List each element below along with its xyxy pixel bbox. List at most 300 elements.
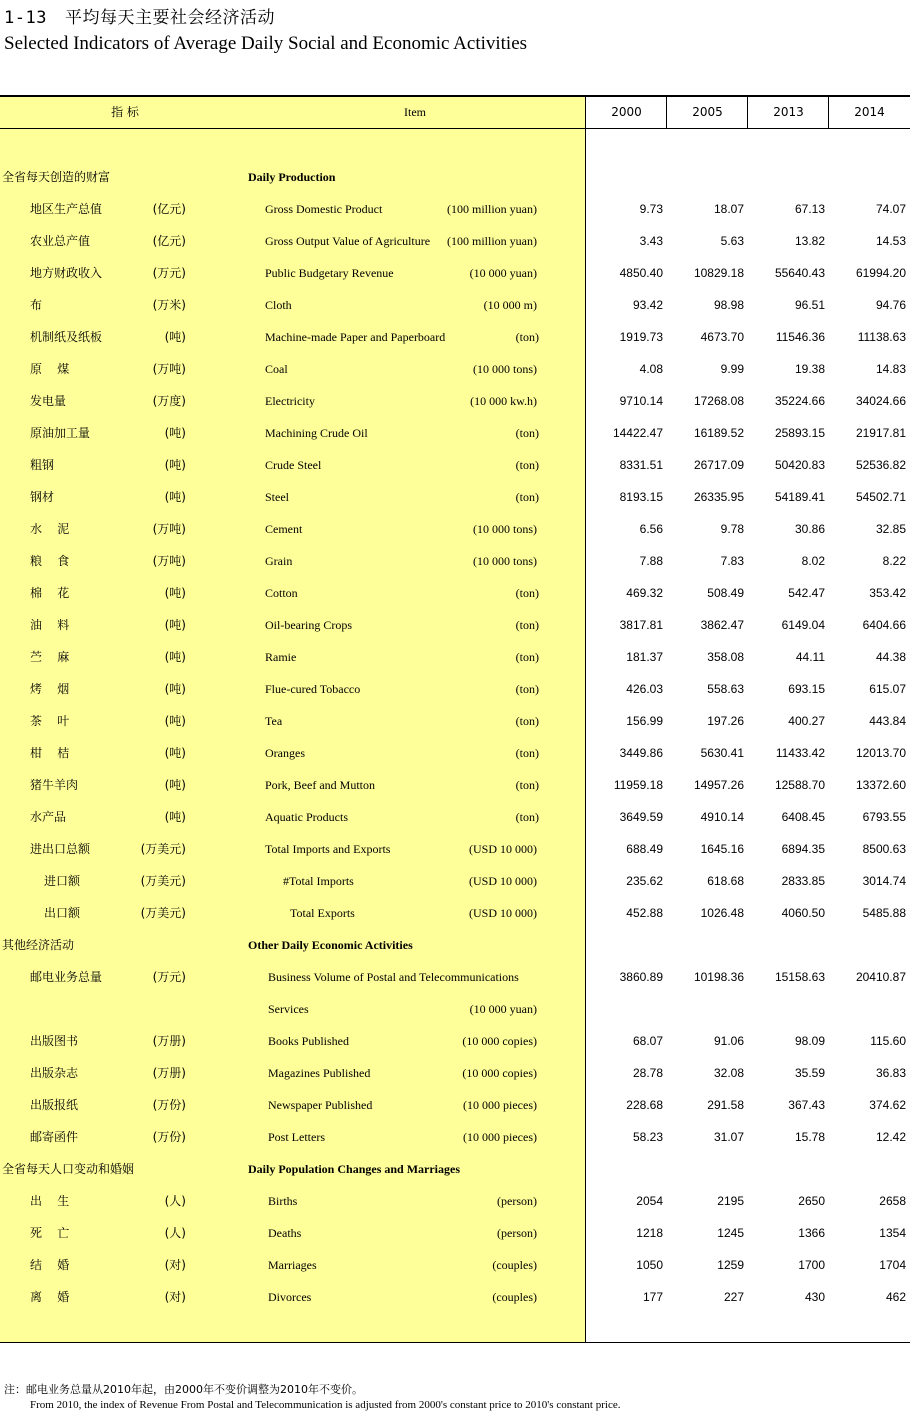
value-2005: 9.78 — [720, 522, 744, 536]
indicator-en-unit: (ton) — [515, 778, 539, 792]
value-2013: 6408.45 — [781, 810, 825, 824]
value-2013: 4060.50 — [781, 906, 825, 920]
indicator-en-unit: (ton) — [515, 650, 539, 664]
value-2005: 358.08 — [707, 650, 744, 664]
value-2005: 291.58 — [707, 1098, 744, 1112]
indicator-cn-unit: (吨) — [164, 714, 186, 728]
value-2013: 13.82 — [794, 234, 825, 248]
value-2000: 177 — [642, 1290, 663, 1304]
value-2000: 3817.81 — [619, 618, 663, 632]
indicator-en: Births — [268, 1194, 298, 1208]
value-2013: 50420.83 — [774, 458, 825, 472]
value-2014: 462 — [885, 1290, 906, 1304]
value-2005: 14957.26 — [693, 778, 744, 792]
value-2014: 1704 — [879, 1258, 906, 1272]
table-row — [0, 737, 910, 769]
value-2005: 1026.48 — [700, 906, 744, 920]
indicator-cn: 布 — [30, 298, 43, 312]
indicator-cn: 地方财政收入 — [30, 266, 103, 280]
value-2005: 91.06 — [713, 1034, 744, 1048]
indicator-cn-unit: (万度) — [152, 394, 186, 408]
value-2014: 34024.66 — [855, 394, 906, 408]
value-2005: 18.07 — [713, 202, 744, 216]
value-2005: 5630.41 — [700, 746, 744, 760]
indicator-cn-unit: (吨) — [164, 330, 186, 344]
value-2014: 615.07 — [869, 682, 906, 696]
value-2014: 3014.74 — [862, 874, 906, 888]
value-2013: 25893.15 — [774, 426, 825, 440]
table-row — [0, 641, 910, 673]
table-row — [0, 705, 910, 737]
value-2005: 31.07 — [713, 1130, 744, 1144]
table-row — [0, 897, 910, 929]
indicator-en-unit: (ton) — [515, 810, 539, 824]
header-year-2013: 2013 — [773, 105, 804, 119]
value-2005: 508.49 — [707, 586, 744, 600]
value-2014: 8.22 — [882, 554, 906, 568]
indicator-en-unit: (100 million yuan) — [447, 202, 537, 216]
value-2013: 6149.04 — [781, 618, 825, 632]
value-2000: 3860.89 — [619, 970, 663, 984]
header-indicator: 指 标 — [111, 105, 139, 119]
value-2000: 1919.73 — [619, 330, 663, 344]
title-block — [4, 6, 527, 58]
value-2000: 9.73 — [639, 202, 663, 216]
indicator-en-unit: (10 000 pieces) — [463, 1130, 537, 1144]
value-2014: 21917.81 — [855, 426, 906, 440]
value-2000: 452.88 — [626, 906, 663, 920]
indicator-cn: 农业总产值 — [30, 234, 91, 248]
indicator-cn-unit: (吨) — [164, 586, 186, 600]
indicator-cn-unit: (吨) — [164, 810, 186, 824]
indicator-en: Gross Domestic Product — [265, 202, 383, 216]
indicator-cn: 钢材 — [30, 490, 55, 504]
indicator-cn-unit: (万册) — [152, 1066, 186, 1080]
value-2000: 688.49 — [626, 842, 663, 856]
value-2000: 1050 — [636, 1258, 663, 1272]
note-en: From 2010, the index of Revenue From Postal and Telecommunication is adjusted from 2000's constant price to 2010's constant price. — [30, 1399, 621, 1411]
indicator-cn: 茶 叶 — [30, 714, 70, 728]
header-year-2000: 2000 — [611, 105, 642, 119]
indicator-cn: 原油加工量 — [30, 426, 91, 440]
table-row — [0, 353, 910, 385]
table-number: 1-13 — [4, 8, 47, 28]
value-2000: 28.78 — [632, 1066, 663, 1080]
value-2013: 96.51 — [794, 298, 825, 312]
section-title-en: Daily Production — [248, 170, 336, 184]
indicator-en-unit: (ton) — [515, 458, 539, 472]
indicator-cn-unit: (万元) — [152, 970, 186, 984]
value-2000: 3.43 — [639, 234, 663, 248]
value-2013: 15.78 — [794, 1130, 825, 1144]
indicator-en: Grain — [265, 554, 293, 568]
indicator-cn-unit: (万美元) — [140, 874, 186, 888]
value-2013: 12588.70 — [774, 778, 825, 792]
value-2013: 6894.35 — [781, 842, 825, 856]
indicator-cn: 进出口总额 — [30, 842, 91, 856]
indicator-cn: 地区生产总值 — [30, 202, 103, 216]
value-2013: 19.38 — [794, 362, 825, 376]
indicator-cn-unit: (万吨) — [152, 554, 186, 568]
value-2005: 4910.14 — [700, 810, 744, 824]
value-2000: 426.03 — [626, 682, 663, 696]
indicator-cn-unit: (吨) — [164, 490, 186, 504]
value-2000: 6.56 — [639, 522, 663, 536]
value-2000: 14422.47 — [612, 426, 663, 440]
value-2005: 618.68 — [707, 874, 744, 888]
indicator-cn: 出版杂志 — [30, 1066, 79, 1080]
table-row — [0, 1025, 910, 1057]
value-2000: 469.32 — [626, 586, 663, 600]
value-2000: 4.08 — [639, 362, 663, 376]
indicator-en-unit: (USD 10 000) — [469, 842, 537, 856]
value-2014: 6404.66 — [862, 618, 906, 632]
table-header — [0, 97, 910, 129]
value-2005: 227 — [723, 1290, 744, 1304]
value-2013: 98.09 — [794, 1034, 825, 1048]
value-2013: 35.59 — [794, 1066, 825, 1080]
value-2000: 11959.18 — [613, 778, 663, 792]
indicator-en-unit: (USD 10 000) — [469, 874, 537, 888]
indicator-en-unit: (10 000 tons) — [473, 522, 537, 536]
indicator-cn: 死 亡 — [30, 1226, 70, 1240]
value-2013: 54189.41 — [774, 490, 825, 504]
indicator-en: Gross Output Value of Agriculture — [265, 234, 431, 248]
table-row — [0, 1281, 910, 1313]
value-2014: 54502.71 — [855, 490, 906, 504]
indicator-en: Newspaper Published — [268, 1098, 373, 1112]
indicator-cn: 油 料 — [30, 618, 70, 632]
indicator-en-unit: (10 000 tons) — [473, 362, 537, 376]
indicator-en: Electricity — [265, 394, 315, 408]
indicator-en: Services — [268, 1002, 309, 1016]
indicator-cn-unit: (万吨) — [152, 362, 186, 376]
value-2014: 74.07 — [875, 202, 906, 216]
value-2005: 1245 — [717, 1226, 744, 1240]
value-2000: 93.42 — [632, 298, 663, 312]
indicator-en: Public Budgetary Revenue — [265, 266, 394, 280]
section-title-cn: 其他经济活动 — [2, 938, 75, 952]
indicator-cn: 出版报纸 — [30, 1098, 79, 1112]
indicator-en: Pork, Beef and Mutton — [265, 778, 375, 792]
table-row — [0, 1249, 910, 1281]
value-2005: 26335.95 — [693, 490, 744, 504]
indicator-en: Books Published — [268, 1034, 350, 1048]
indicator-cn-unit: (万份) — [152, 1098, 186, 1112]
table-row — [0, 1121, 910, 1153]
indicator-cn-unit: (亿元) — [152, 202, 186, 216]
value-2000: 1218 — [636, 1226, 663, 1240]
indicator-en: Divorces — [268, 1290, 312, 1304]
table-row — [0, 417, 910, 449]
indicator-en-unit: (ton) — [515, 714, 539, 728]
value-2000: 235.62 — [626, 874, 663, 888]
table-title-cn-text: 平均每天主要社会经济活动 — [64, 8, 275, 28]
indicator-cn-unit: (吨) — [164, 426, 186, 440]
indicator-en: Total Exports — [290, 906, 355, 920]
indicator-cn: 邮寄函件 — [30, 1130, 79, 1144]
value-2014: 11138.63 — [857, 330, 906, 344]
indicator-en-unit: (ton) — [515, 586, 539, 600]
indicator-en: Crude Steel — [265, 458, 322, 472]
indicator-cn: 发电量 — [30, 394, 67, 408]
table-row — [0, 193, 910, 225]
section-row — [0, 1153, 910, 1185]
indicator-cn: 粗钢 — [30, 458, 55, 472]
value-2005: 5.63 — [720, 234, 744, 248]
indicator-en-unit: (couples) — [492, 1258, 537, 1272]
table-row — [0, 1185, 910, 1217]
indicator-en: Flue-cured Tobacco — [265, 682, 361, 696]
indicator-en-unit: (10 000 m) — [483, 298, 537, 312]
indicator-en: Cloth — [265, 298, 292, 312]
value-2005: 1259 — [717, 1258, 744, 1272]
indicator-en: Cement — [265, 522, 303, 536]
value-2005: 3862.47 — [700, 618, 744, 632]
bottom-rule — [0, 1342, 910, 1343]
table-row — [0, 833, 910, 865]
indicator-en: Machining Crude Oil — [265, 426, 368, 440]
indicator-cn-unit: (人) — [164, 1194, 186, 1208]
value-2005: 32.08 — [713, 1066, 744, 1080]
indicator-en: Tea — [265, 714, 283, 728]
value-2005: 16189.52 — [693, 426, 744, 440]
value-2014: 8500.63 — [862, 842, 906, 856]
table-row — [0, 289, 910, 321]
table-row — [0, 1057, 910, 1089]
indicator-cn: 出版图书 — [30, 1034, 79, 1048]
indicator-cn-unit: (吨) — [164, 618, 186, 632]
value-2014: 36.83 — [875, 1066, 906, 1080]
indicator-cn-unit: (吨) — [164, 682, 186, 696]
value-2014: 20410.87 — [855, 970, 906, 984]
value-2014: 14.83 — [875, 362, 906, 376]
value-2005: 10829.18 — [693, 266, 744, 280]
table-row — [0, 673, 910, 705]
value-2013: 8.02 — [801, 554, 825, 568]
indicator-en-unit: (ton) — [515, 682, 539, 696]
table-row — [0, 993, 910, 1025]
value-2014: 115.60 — [870, 1034, 906, 1048]
section-title-cn: 全省每天人口变动和婚姻 — [2, 1162, 135, 1176]
indicator-en-unit: (ton) — [515, 426, 539, 440]
value-2013: 1366 — [798, 1226, 825, 1240]
header-year-2005: 2005 — [692, 105, 723, 119]
value-2000: 58.23 — [632, 1130, 663, 1144]
indicator-cn-unit: (万美元) — [140, 906, 186, 920]
indicator-cn-unit: (万元) — [152, 266, 186, 280]
indicator-en-unit: (person) — [497, 1226, 537, 1240]
table-row — [0, 577, 910, 609]
value-2014: 5485.88 — [862, 906, 906, 920]
indicator-en: Total Imports and Exports — [265, 842, 391, 856]
indicator-en: Ramie — [265, 650, 297, 664]
indicator-en-unit: (10 000 yuan) — [469, 1002, 537, 1016]
indicator-en: Steel — [265, 490, 289, 504]
indicator-cn: 机制纸及纸板 — [30, 330, 103, 344]
value-2000: 7.88 — [639, 554, 663, 568]
indicator-en-unit: (10 000 tons) — [473, 554, 537, 568]
value-2014: 353.42 — [869, 586, 906, 600]
value-2000: 9710.14 — [619, 394, 663, 408]
indicator-en: Machine-made Paper and Paperboard — [265, 330, 446, 344]
value-2013: 15158.63 — [774, 970, 825, 984]
indicator-cn: 水 泥 — [30, 522, 70, 536]
value-2005: 7.83 — [720, 554, 744, 568]
indicator-en: Magazines Published — [268, 1066, 371, 1080]
indicator-en-unit: (10 000 copies) — [462, 1066, 537, 1080]
indicator-en-unit: (100 million yuan) — [447, 234, 537, 248]
table-row — [0, 257, 910, 289]
table-row — [0, 865, 910, 897]
indicator-cn-unit: (吨) — [164, 778, 186, 792]
value-2013: 11546.36 — [775, 330, 825, 344]
indicator-cn: 棉 花 — [30, 586, 70, 600]
indicator-cn-unit: (吨) — [164, 458, 186, 472]
table-row — [0, 321, 910, 353]
value-2005: 9.99 — [720, 362, 744, 376]
value-2014: 14.53 — [875, 234, 906, 248]
table-row — [0, 1217, 910, 1249]
table-row — [0, 513, 910, 545]
table-title-cn — [4, 6, 527, 30]
value-2005: 558.63 — [707, 682, 744, 696]
table-row — [0, 961, 910, 993]
indicator-cn: 柑 桔 — [30, 746, 70, 760]
indicator-cn-unit: (万米) — [152, 298, 186, 312]
indicator-en-unit: (couples) — [492, 1290, 537, 1304]
value-2014: 374.62 — [869, 1098, 906, 1112]
indicator-cn-unit: (对) — [164, 1290, 186, 1304]
value-2013: 55640.43 — [774, 266, 825, 280]
value-2013: 2833.85 — [781, 874, 825, 888]
value-2000: 4850.40 — [619, 266, 663, 280]
indicator-cn-unit: (人) — [164, 1226, 186, 1240]
indicator-cn: 邮电业务总量 — [30, 970, 103, 984]
indicator-cn: 出 生 — [30, 1194, 70, 1208]
value-2000: 181.37 — [626, 650, 663, 664]
divider-2013-2014 — [828, 97, 829, 128]
value-2014: 12.42 — [875, 1130, 906, 1144]
note-cn: 注：邮电业务总量从2010年起，由2000年不变价调整为2010年不变价。 — [4, 1383, 363, 1396]
value-2000: 2054 — [636, 1194, 663, 1208]
value-2005: 26717.09 — [693, 458, 744, 472]
value-2013: 693.15 — [788, 682, 825, 696]
indicator-en-unit: (ton) — [515, 490, 539, 504]
value-2000: 228.68 — [626, 1098, 663, 1112]
value-2000: 3449.86 — [619, 746, 663, 760]
value-2014: 443.84 — [869, 714, 906, 728]
indicator-en-unit: (ton) — [515, 330, 539, 344]
divider-2005-2013 — [747, 97, 748, 128]
value-2013: 430 — [804, 1290, 825, 1304]
table-row — [0, 1089, 910, 1121]
value-2014: 52536.82 — [855, 458, 906, 472]
indicator-en-unit: (10 000 yuan) — [469, 266, 537, 280]
value-2013: 1700 — [798, 1258, 825, 1272]
divider-2000-2005 — [666, 97, 667, 128]
indicator-cn: 出口额 — [44, 906, 81, 920]
value-2005: 4673.70 — [700, 330, 744, 344]
indicator-en-unit: (ton) — [515, 618, 539, 632]
table-row — [0, 481, 910, 513]
table-row — [0, 449, 910, 481]
table-title-en: Selected Indicators of Average Daily Social and Economic Activities — [4, 33, 528, 54]
indicator-cn-unit: (万美元) — [140, 842, 186, 856]
indicator-en-unit: (10 000 copies) — [462, 1034, 537, 1048]
indicator-en: Aquatic Products — [265, 810, 348, 824]
value-2005: 1645.16 — [700, 842, 744, 856]
indicator-cn: 离 婚 — [30, 1290, 70, 1304]
indicator-cn: 粮 食 — [30, 554, 70, 568]
value-2005: 2195 — [717, 1194, 744, 1208]
indicator-cn-unit: (万册) — [152, 1034, 186, 1048]
value-2013: 11433.42 — [775, 746, 825, 760]
table-row — [0, 385, 910, 417]
value-2014: 2658 — [879, 1194, 906, 1208]
value-2000: 156.99 — [626, 714, 663, 728]
section-row — [0, 161, 910, 193]
section-title-en: Other Daily Economic Activities — [248, 938, 413, 952]
table-row — [0, 545, 910, 577]
table-row — [0, 225, 910, 257]
value-2014: 61994.20 — [855, 266, 906, 280]
table-row — [0, 769, 910, 801]
indicator-en-unit: (10 000 pieces) — [463, 1098, 537, 1112]
indicator-en: Business Volume of Postal and Telecommunications — [268, 970, 519, 984]
value-2014: 94.76 — [875, 298, 906, 312]
indicator-en-unit: (USD 10 000) — [469, 906, 537, 920]
indicator-cn: 水产品 — [30, 810, 67, 824]
indicator-en-unit: (ton) — [515, 746, 539, 760]
header-year-2014: 2014 — [854, 105, 885, 119]
value-2013: 44.11 — [795, 650, 825, 664]
value-2005: 98.98 — [713, 298, 744, 312]
value-2014: 44.38 — [875, 650, 906, 664]
value-2013: 30.86 — [794, 522, 825, 536]
indicator-en: Post Letters — [268, 1130, 325, 1144]
value-2014: 1354 — [879, 1226, 906, 1240]
section-title-en: Daily Population Changes and Marriages — [248, 1162, 461, 1176]
value-2014: 12013.70 — [855, 746, 906, 760]
header-item: Item — [404, 105, 426, 119]
indicator-cn: 猪牛羊肉 — [30, 778, 79, 792]
value-2000: 68.07 — [632, 1034, 663, 1048]
value-2014: 6793.55 — [862, 810, 906, 824]
indicator-en: Oranges — [265, 746, 305, 760]
value-2013: 542.47 — [788, 586, 825, 600]
indicator-cn: 烤 烟 — [30, 682, 70, 696]
value-2000: 3649.59 — [619, 810, 663, 824]
value-2005: 17268.08 — [693, 394, 744, 408]
value-2000: 8193.15 — [619, 490, 663, 504]
indicator-cn: 结 婚 — [30, 1258, 70, 1272]
value-2005: 10198.36 — [693, 970, 744, 984]
indicator-cn-unit: (万份) — [152, 1130, 186, 1144]
value-2005: 197.26 — [707, 714, 744, 728]
value-2000: 8331.51 — [619, 458, 663, 472]
section-row — [0, 929, 910, 961]
indicator-en-unit: (10 000 kw.h) — [470, 394, 537, 408]
indicator-en: Cotton — [265, 586, 298, 600]
indicator-cn-unit: (对) — [164, 1258, 186, 1272]
value-2013: 2650 — [798, 1194, 825, 1208]
indicator-en-unit: (person) — [497, 1194, 537, 1208]
table-row — [0, 801, 910, 833]
value-2014: 13372.60 — [855, 778, 906, 792]
value-2014: 32.85 — [875, 522, 906, 536]
indicator-cn-unit: (万吨) — [152, 522, 186, 536]
